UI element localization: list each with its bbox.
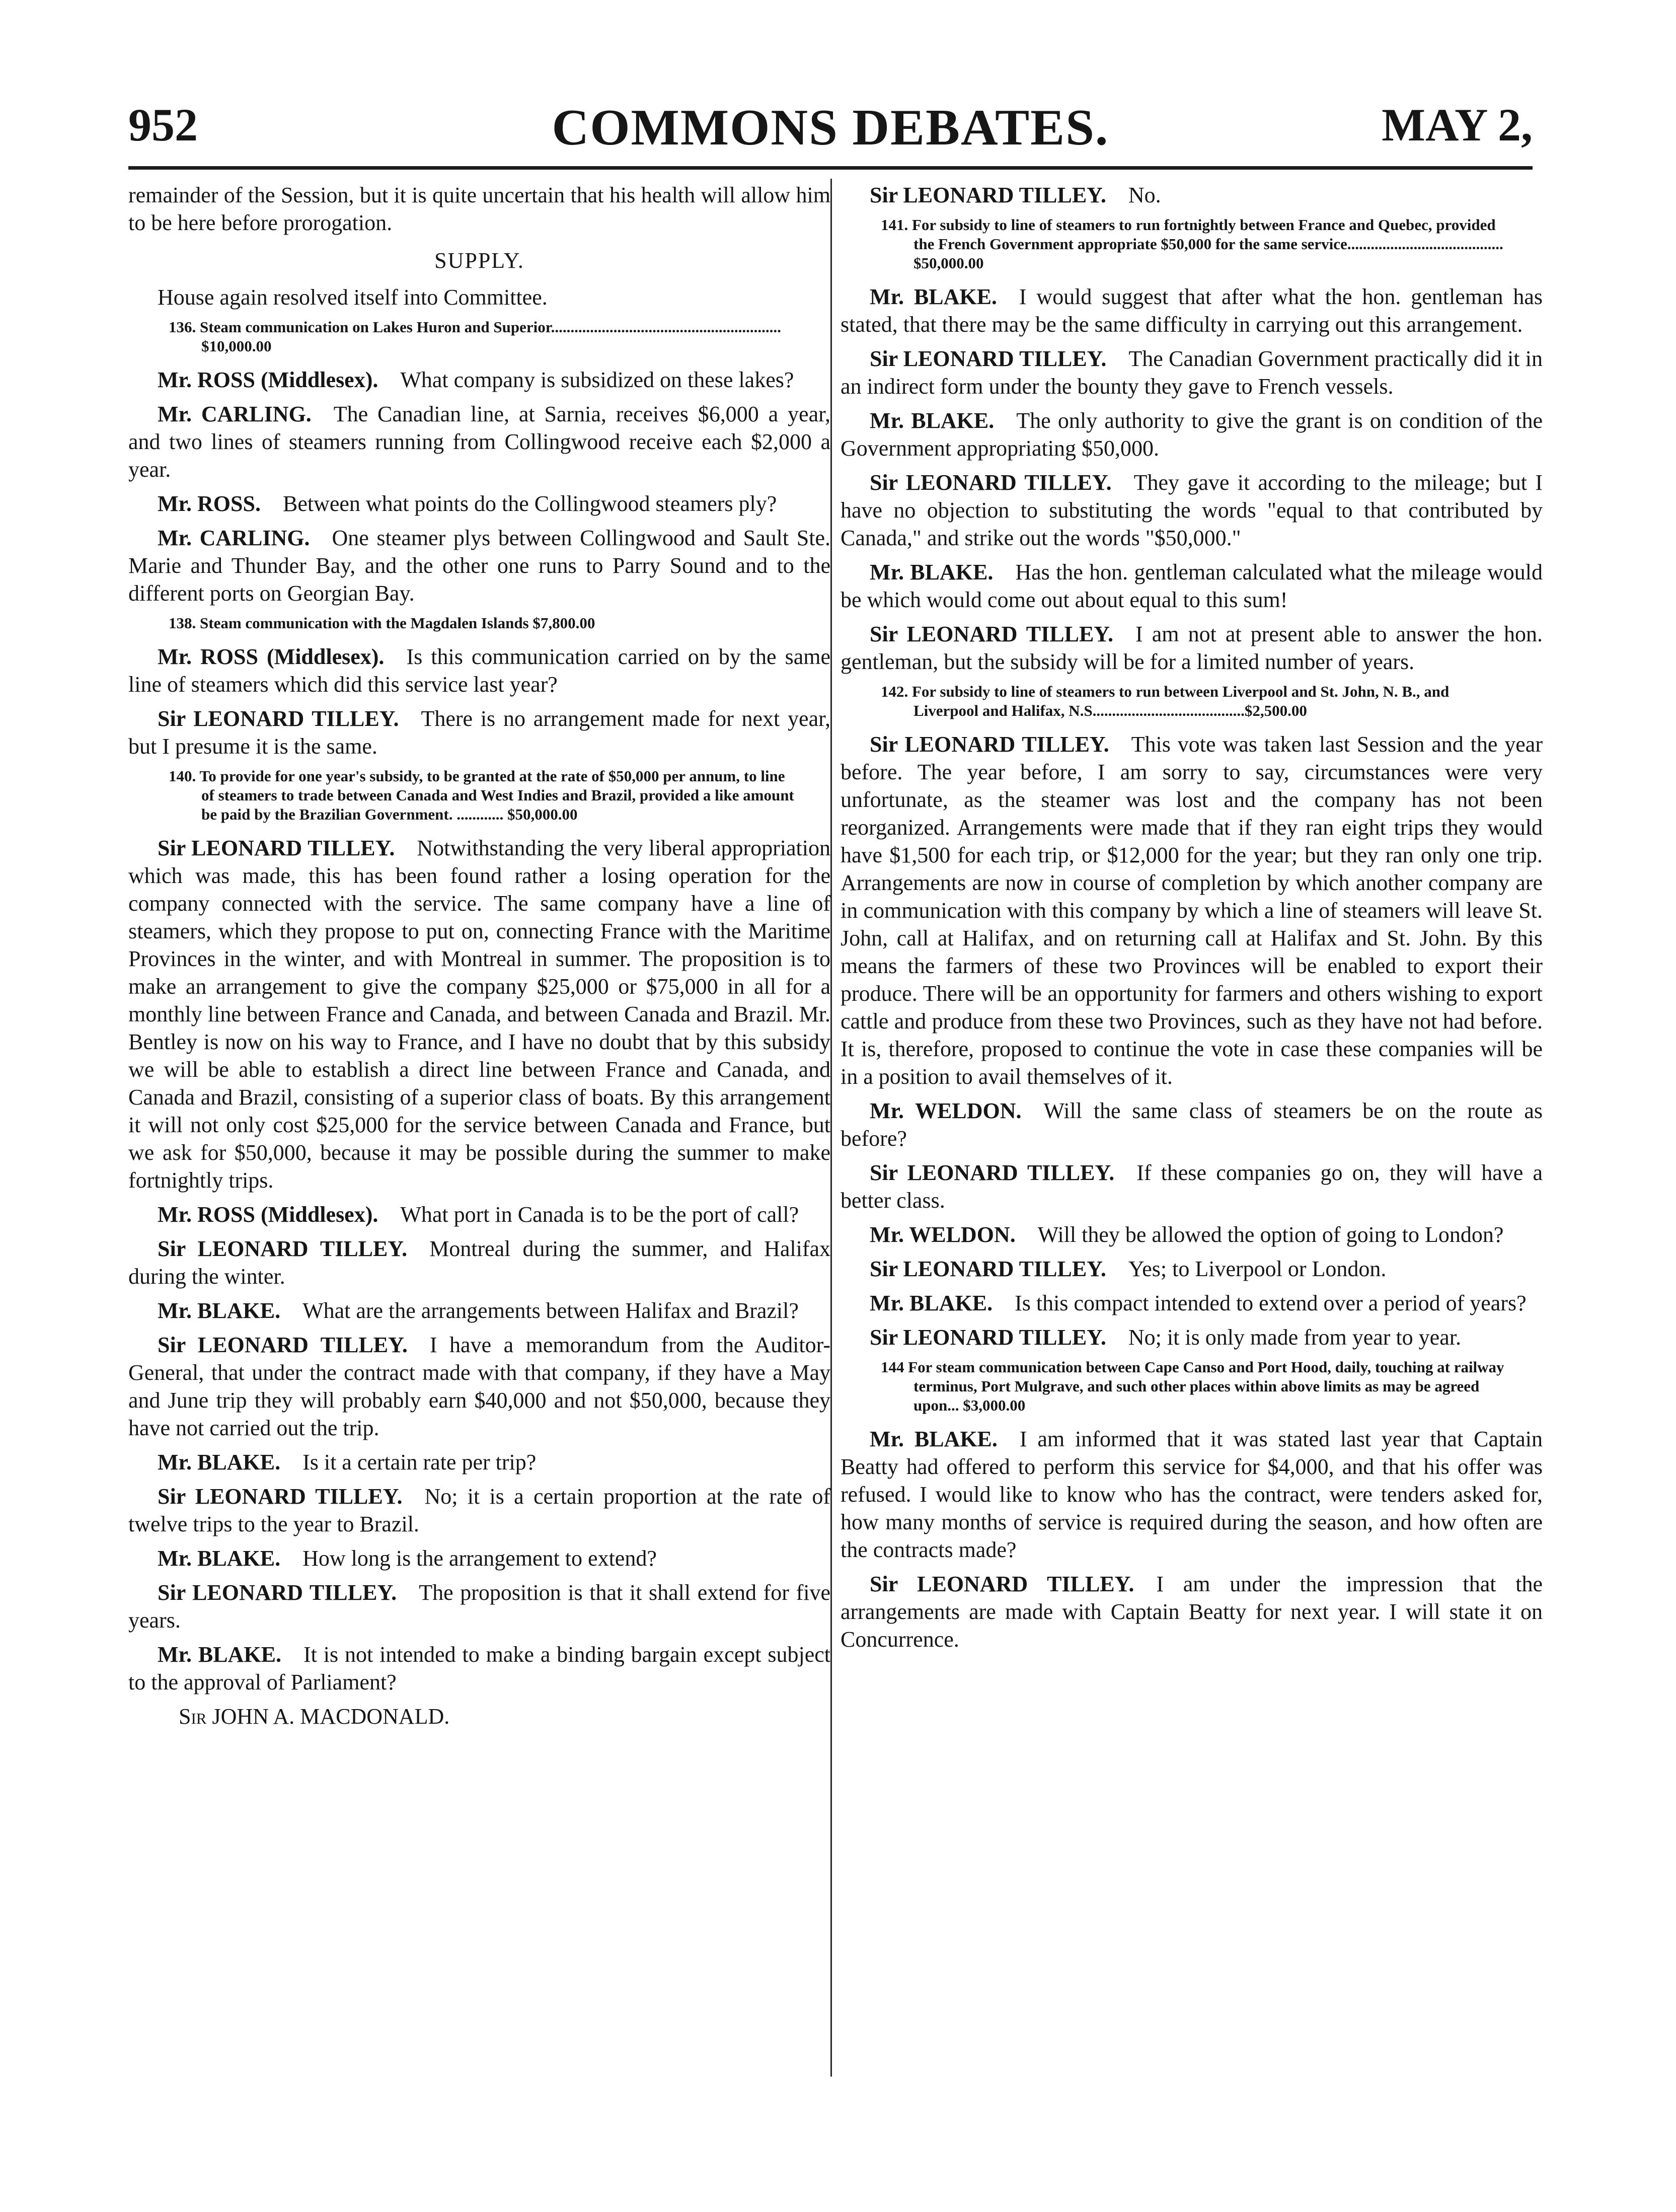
speech-text: The Canadian line, at Sarnia, receives $6,000 a year, and two lines of steamers running from Collingwood receive each $2,000 a year. xyxy=(128,402,830,482)
speaker-name: Sir LEONARD TILLEY. xyxy=(870,470,1112,495)
speech-paragraph xyxy=(128,834,830,1194)
speech-text: The only authority to give the grant is on condition of the Government appropriating $50,000. xyxy=(841,408,1543,461)
speaker-name: Sir LEONARD TILLEY. xyxy=(158,836,395,860)
speaker-line: Sir JOHN A. MACDONALD. xyxy=(179,1704,450,1729)
speaker-name: Mr. BLAKE. xyxy=(870,408,995,433)
speech-text: Will they be allowed the option of going to London? xyxy=(1037,1222,1504,1247)
supply-item: 140. To provide for one year's subsidy, to be granted at the rate of $50,000 per annum, to line of steamers to trade between Canada and West Indies and Brazil, provided a like amount be paid by the Brazilian Government. ............ $50,000.00 xyxy=(169,767,794,823)
paragraph: House again resolved itself into Committee. xyxy=(158,285,548,310)
page-header xyxy=(128,88,1533,164)
column-divider xyxy=(830,179,832,2077)
speaker-name: Sir LEONARD TILLEY. xyxy=(158,1484,403,1509)
page-number: 952 xyxy=(128,99,198,151)
supply-item: 136. Steam communication on Lakes Huron and Superior........................................................... $10,000.00 xyxy=(169,318,781,355)
speech-paragraph xyxy=(128,1544,830,1572)
speech-text: Is it a certain rate per trip? xyxy=(302,1450,537,1474)
speech-paragraph xyxy=(128,490,830,518)
speech-text: There is no arrangement made for next year, but I presume it is the same. xyxy=(128,706,830,759)
speech-text: They gave it according to the mileage; but I have no objection to substituting the words "equal to that contributed by Canada," and strike out the words "$50,000." xyxy=(841,470,1543,550)
speaker-name: Sir LEONARD TILLEY. xyxy=(870,732,1109,757)
speaker-name: Sir LEONARD TILLEY. xyxy=(158,1236,408,1261)
speaker-name: Mr. CARLING. xyxy=(158,402,312,426)
speech-paragraph xyxy=(841,1570,1543,1653)
speech-text: It is not intended to make a binding bargain except subject to the approval of Parliament? xyxy=(128,1642,831,1694)
speech-text: No. xyxy=(1128,183,1161,207)
supply-item: 142. For subsidy to line of steamers to run between Liverpool and St. John, N. B., and Liverpool and Halifax, N.S.......................................$2,500.00 xyxy=(881,683,1450,719)
speech-paragraph xyxy=(128,524,830,607)
page-date: MAY 2, xyxy=(1382,99,1533,151)
speaker-name: Mr. BLAKE. xyxy=(158,1642,281,1667)
speaker-name: Sir LEONARD TILLEY. xyxy=(870,1325,1106,1350)
speech-paragraph xyxy=(128,1331,830,1442)
paragraph: remainder of the Session, but it is quite uncertain that his health will allow him to be here before prorogation. xyxy=(128,183,830,235)
speaker-name: Sir LEONARD TILLEY. xyxy=(870,1572,1134,1596)
speaker-name: Sir LEONARD TILLEY. xyxy=(158,1333,408,1357)
speech-paragraph xyxy=(128,1448,830,1476)
speech-paragraph xyxy=(128,1201,830,1228)
right-column xyxy=(841,181,1543,1660)
speech-text: Between what points do the Collingwood steamers ply? xyxy=(282,491,777,516)
speech-paragraph xyxy=(841,345,1543,400)
speech-paragraph xyxy=(841,1255,1543,1283)
speech-paragraph xyxy=(841,1097,1543,1152)
speech-text: No; it is only made from year to year. xyxy=(1128,1325,1461,1350)
speech-text: This vote was taken last Session and the year before. The year before, I am sorry to say, circumstances were very unfortunate, as the steamer was lost and the company has not been reorganized. Arrangements were made that if they ran eight trips they would have $1,500 for each trip, or $12,000 for the year; but they ran only one trip. Arrangements are now in course of completion by which another company are in communication with this company by which a line of steamers will leave St. John, call at Halifax, and on returning call at Halifax and St. John. By this means the farmers of these two Provinces will be enabled to export their produce. There will be an opportunity for farmers and others wishing to export cattle and produce from these two Provinces, such as they have not had before. It is, therefore, proposed to continue the vote in case these companies will be in a position to avail themselves of it. xyxy=(841,732,1543,1089)
speaker-name: Mr. WELDON. xyxy=(870,1222,1016,1247)
speech-paragraph xyxy=(128,400,830,483)
supply-item: 141. For subsidy to line of steamers to run fortnightly between France and Quebec, provided the French Government appropriate $50,000 for the same service........................................ $50,000.00 xyxy=(881,216,1503,272)
speech-paragraph xyxy=(128,1483,830,1538)
speaker-name: Mr. ROSS (Middlesex). xyxy=(158,644,385,669)
speech-text: Has the hon. gentleman calculated what the mileage would be which would come out about equal to this sum! xyxy=(841,560,1543,612)
speech-paragraph xyxy=(841,1289,1543,1317)
speaker-name: Sir LEONARD TILLEY. xyxy=(158,706,399,731)
speaker-name: Sir LEONARD TILLEY. xyxy=(870,1257,1106,1281)
speech-text: I am informed that it was stated last year that Captain Beatty had offered to perform this service for $4,000, and that his offer was refused. I would like to know who has the contract, were tenders asked for, how many months of service is required during the season, and how often are the contracts made? xyxy=(841,1427,1543,1562)
speech-paragraph xyxy=(841,558,1543,614)
speech-text: How long is the arrangement to extend? xyxy=(302,1546,657,1571)
speaker-name: Mr. WELDON. xyxy=(870,1098,1022,1123)
speech-text: The Canadian Government practically did it in an indirect form under the bounty they gave to French vessels. xyxy=(841,346,1543,399)
speech-text: Will the same class of steamers be on the route as before? xyxy=(841,1098,1543,1151)
speaker-name: Mr. ROSS (Middlesex). xyxy=(158,367,378,392)
speech-paragraph xyxy=(128,1235,830,1290)
supply-item: 144 For steam communication between Cape Canso and Port Hood, daily, touching at railway terminus, Port Mulgrave, and such other places within above limits as may be agreed upon... $3,000.00 xyxy=(881,1358,1504,1414)
speech-text: Is this communication carried on by the same line of steamers which did this service last year? xyxy=(128,644,830,697)
speaker-name: Mr. BLAKE. xyxy=(158,1298,281,1323)
speaker-name: Mr. BLAKE. xyxy=(870,560,994,584)
speech-paragraph xyxy=(841,1221,1543,1248)
speaker-name: Sir LEONARD TILLEY. xyxy=(158,1580,397,1605)
speaker-name: Mr. ROSS. xyxy=(158,491,261,516)
speech-text: One steamer plys between Collingwood and Sault Ste. Marie and Thunder Bay, and the other one runs to Parry Sound and to the different ports on Georgian Bay. xyxy=(128,526,830,606)
speaker-name: Mr. BLAKE. xyxy=(158,1450,281,1474)
speech-paragraph xyxy=(128,1579,830,1634)
supply-item: 138. Steam communication with the Magdalen Islands $7,800.00 xyxy=(169,614,595,632)
section-heading: SUPPLY. xyxy=(434,248,524,273)
speaker-name: Sir LEONARD TILLEY. xyxy=(870,622,1114,646)
speaker-name: Sir LEONARD TILLEY. xyxy=(870,346,1107,371)
publication-title: COMMONS DEBATES. xyxy=(552,99,1109,156)
speaker-name: Mr. ROSS (Middlesex). xyxy=(158,1202,378,1227)
header-rule xyxy=(128,166,1533,170)
speech-text: No; it is a certain proportion at the rate of twelve trips to the year to Brazil. xyxy=(128,1484,830,1536)
speech-paragraph xyxy=(841,1159,1543,1214)
speech-paragraph xyxy=(128,643,830,698)
speaker-name: Mr. BLAKE. xyxy=(870,1291,993,1315)
speaker-name: Mr. BLAKE. xyxy=(158,1546,281,1571)
speech-text: I would suggest that after what the hon. gentleman has stated, that there may be the same difficulty in carrying out this arrangement. xyxy=(841,284,1543,337)
left-column xyxy=(128,181,830,1730)
speech-paragraph xyxy=(841,283,1543,338)
speech-paragraph xyxy=(841,407,1543,462)
speech-text: Notwithstanding the very liberal appropriation which was made, this has been found rather a losing operation for the company connected with the service. The same company have a line of steamers, which they propose to put on, connecting France with the Maritime Provinces in the winter, and with Montreal in summer. The proposition is to make an arrangement to give the company $25,000 or $75,000 in all for a monthly line between France and Canada, and between Canada and Brazil. Mr. Bentley is now on his way to France, and I have no doubt that by this subsidy we will be able to establish a direct line between France and Canada, and Canada and Brazil, consisting of a superior class of boats. By this arrangement it will not only cost $25,000 for the service between Canada and France, but we ask for $50,000, because it may be possible during the summer to make fortnightly trips. xyxy=(128,836,830,1193)
speech-paragraph xyxy=(841,730,1543,1090)
speech-text: Is this compact intended to extend over a period of years? xyxy=(1015,1291,1527,1315)
speech-paragraph xyxy=(128,1641,830,1696)
speech-text: What are the arrangements between Halifax and Brazil? xyxy=(302,1298,799,1323)
speaker-name: Mr. CARLING. xyxy=(158,526,310,550)
speech-text: Montreal during the summer, and Halifax during the winter. xyxy=(128,1236,831,1289)
speaker-name: Sir LEONARD TILLEY. xyxy=(870,1160,1115,1185)
speech-paragraph xyxy=(841,469,1543,552)
speech-text: I have a memorandum from the Auditor-General, that under the contract made with that company, if they have a May and June trip they will probably earn $40,000 and not $50,000, because they have not carried out the trip. xyxy=(128,1333,830,1440)
speech-paragraph xyxy=(841,1425,1543,1564)
speech-paragraph xyxy=(128,705,830,760)
speech-text: I am under the impression that the arrangements are made with Captain Beatty for next year. I will state it on Concurrence. xyxy=(841,1572,1543,1652)
speaker-name: Mr. BLAKE. xyxy=(870,284,997,309)
speech-paragraph xyxy=(841,620,1543,676)
speech-paragraph xyxy=(841,181,1543,209)
speech-text: Yes; to Liverpool or London. xyxy=(1128,1257,1387,1281)
speech-paragraph xyxy=(128,1297,830,1324)
speech-text: The proposition is that it shall extend for five years. xyxy=(128,1580,831,1633)
speech-text: If these companies go on, they will have a better class. xyxy=(841,1160,1543,1213)
speech-paragraph xyxy=(128,366,830,394)
speaker-name: Mr. BLAKE. xyxy=(870,1427,998,1451)
speaker-name: Sir LEONARD TILLEY. xyxy=(870,183,1106,207)
speech-text: I am not at present able to answer the hon. gentleman, but the subsidy will be for a limited number of years. xyxy=(841,622,1543,674)
speech-paragraph xyxy=(841,1323,1543,1351)
speech-text: What company is subsidized on these lakes? xyxy=(400,367,794,392)
speech-text: What port in Canada is to be the port of call? xyxy=(400,1202,799,1227)
